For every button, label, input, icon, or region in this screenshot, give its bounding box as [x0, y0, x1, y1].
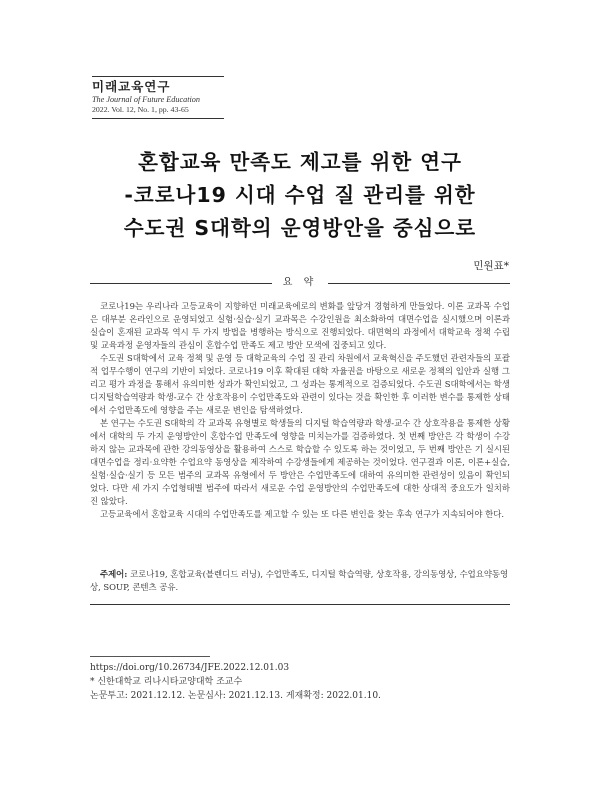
title-line-3: 수도권 S대학의 운영방안을 중심으로: [123, 216, 477, 240]
abstract-paragraph: 코로나19는 우리나라 고등교육이 지향하던 미래교육에로의 변화를 앞당겨 경험하게 만들었다. 이론 교과목 수업은 대부분 온라인으로 운영되었고 실험·실습·실기 교과목은 수강인원을 최소화하여 대면수업을 실시했으며 이론과 실습이 혼재된 교과목 역시 두 가지 방법을 병행하는 방식으로 진행되었다. 대면혁의 과정에서 대학교육 정책 수립 및 교육과정 운영자들의 관심이 혼합수업 만족도 제고 방안 모색에 집중되고 있다.: [90, 301, 510, 350]
journal-name: 미래교육연구: [92, 79, 171, 94]
abstract-body: [90, 300, 510, 521]
abstract-paragraph: 고등교육에서 혼합교육 시대의 수업만족도를 제고할 수 있는 또 다른 변인을 찾는 후속 연구가 지속되어야 한다.: [100, 509, 504, 519]
abstract-heading: [90, 276, 510, 290]
footnote-rule: [90, 656, 210, 657]
author-name: 민원표*: [473, 260, 509, 272]
doi-link[interactable]: https://doi.org/10.26734/JFE.2022.12.01.03: [90, 663, 290, 673]
heading-rule-left: [90, 283, 272, 284]
abstract-paragraph: 본 연구는 수도권 S대학의 각 교과목 유형별로 학생들의 디지털 학습역량과 학생-교수 간 상호작용을 통제한 상황에서 대학의 두 가지 운영방안이 혼합수업 만족도에 영향을 미치는가를 검증하였다. 첫 번째 방안은 각 학생이 수강하지 않는 교과목에 관한 강의동영상을 활용하여 스스로 학습할 수 있도록 하는 것이었고, 두 번째 방안은 기 실시된 대면수업을 정리·요약한 수업요약 동영상을 제작하여 수강생들에게 제공하는 것이었다. 연구결과 이론, 이론+실습, 실험·실습·실기 등 모든 범주의 교과목 유형에서 두 방안은 수업만족도에 대하여 유의미한 관련성이 있음이 확인되었다. 다만 세 가지 수업형태별 범주에 따라서 새로운 수업 운영방안의 수업만족도에 대한 상대적 중요도가 일치하진 않았다.: [90, 418, 510, 506]
keywords: [90, 568, 510, 594]
heading-rule-right: [328, 283, 510, 284]
author-affiliation: * 신한대학교 리나시타교양대학 조교수: [90, 677, 243, 687]
footnotes: [90, 661, 530, 703]
title-line-1: 혼합교육 만족도 제고를 위한 연구: [138, 150, 462, 174]
keywords-label: 주제어:: [100, 569, 128, 579]
journal-volume: 2022. Vol. 12, No. 1, pp. 43-65: [92, 105, 189, 114]
abstract-paragraph: 수도권 S대학에서 교육 정책 및 운영 등 대학교육의 수업 질 관리 차원에서 교육혁신을 주도했던 관련자들의 포괄적 업무수행이 연구의 기반이 되었다. 코로나19 이후 확대된 대학 자율권을 바탕으로 새로운 정책의 입안과 실행 그리고 평가 과정을 통해서 유의미한 성과가 확인되었고, 그 성과는 통계적으로 검증되었다. 수도권 S대학에서는 학생 디지털학습역량과 학생-교수 간 상호작용이 수업만족도와 관련이 있다는 것을 확인한 후 이러한 변수를 통제한 상태에서 수업만족도에 영향을 주는 새로운 변인을 탐색하였다.: [90, 353, 510, 415]
title-line-2: -코로나19 시대 수업 질 관리를 위한: [124, 183, 476, 207]
abstract-heading-label: 요 약: [282, 277, 318, 288]
paper-title: [50, 146, 550, 245]
journal-header: [92, 76, 224, 119]
submission-dates: 논문투고: 2021.12.12. 논문심사: 2021.12.13. 게재확정: 2022.01.10.: [90, 691, 381, 701]
abstract-end-rule: [90, 604, 510, 605]
journal-name-en: The Journal of Future Education: [92, 95, 200, 104]
keywords-list: 코로나19, 혼합교육(블렌디드 러닝), 수업만족도, 디지털 학습역량, 상호작용, 강의동영상, 수업요약동영상, SOUP, 콘텐츠 공유.: [90, 569, 509, 592]
